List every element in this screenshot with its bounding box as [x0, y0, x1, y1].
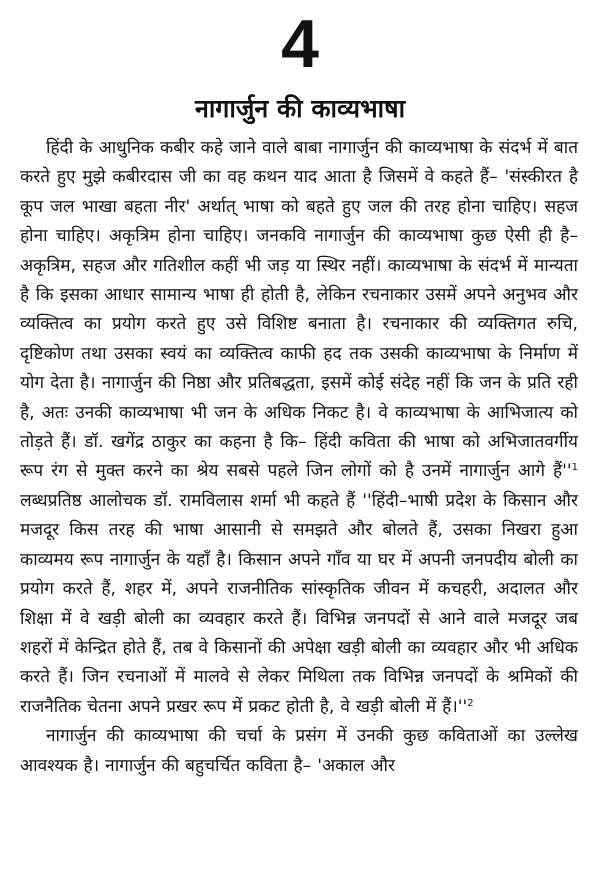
footnote-marker: 2: [467, 697, 474, 709]
paragraph-text: लब्धप्रतिष्ठ आलोचक डॉ. रामविलास शर्मा भी कहते हैं ''हिंदी–भाषी प्रदेश के किसान और मजदूर किस तरह की भाषा आसानी से समझते और बोलते हैं, उसका निखरा हुआ काव्यमय रूप नागार्जुन के यहाँ है। किसान अपने गाँव या घर में अपनी जनपदीय बोली का प्रयोग करते हैं, शहर में, अपने राजनीतिक सांस्कृतिक जीवन में कचहरी, अदालत और शिक्षा में वे खड़ी बोली का व्यवहार करते हैं। विभिन्न जनपदों से आने वाले मजदूर जब शहरों में केन्द्रित होते हैं, तब वे किसानों की अपेक्षा खड़ी बोली का व्यवहार और भी अधिक करते हैं। जिन रचनाओं में मालवे से लेकर मिथिला तक विभिन्न जनपदों के श्रमिकों की राजनैतिक चेतना अपने प्रखर रूप में प्रकट होती है, वे खड़ी बोली में हैं।'': [20, 490, 578, 717]
chapter-number: 4: [281, 6, 319, 82]
body-text: [20, 134, 578, 781]
paragraph-text: हिंदी के आधुनिक कबीर कहे जाने वाले बाबा नागार्जुन की काव्यभाषा के संदर्भ में बात करते हुए मुझे कबीरदास जी का वह कथन याद आता है जिसमें वे कहते हैं– 'संस्कीरत है कूप जल भाखा बहता नीर' अर्थात् भाषा को बहते हुए जल की तरह होना चाहिए। सहज होना चाहिए। अकृत्रिम होना चाहिए। जनकवि नागार्जुन की काव्यभाषा कुछ ऐसी ही है– अकृत्रिम, सहज और गतिशील कहीं भी जड़ या स्थिर नहीं। काव्यभाषा के संदर्भ में मान्यता है कि इसका आधार सामान्य भाषा ही होती है, लेकिन रचनाकार उसमें अपने अनुभव और व्यक्तित्व का प्रयोग करते हुए उसे विशिष्ट बनाता है। रचनाकार की व्यक्तिगत रुचि, दृष्टिकोण तथा उसका स्वयं का व्यक्तित्व काफी हद तक उसकी काव्यभाषा के निर्माण में योग देता है। नागार्जुन की निष्ठा और प्रतिबद्धता, इसमें कोई संदेह नहीं कि जन के प्रति रही है, अतः उनकी काव्यभाषा भी जन के अधिक निकट है। वे काव्यभाषा के आभिजात्य को तोड़ते हैं। डॉ. खगेंद्र ठाकुर का कहना है कि– हिंदी कविता की भाषा को अभिजातवर्गीय रूप रंग से मुक्त करने का श्रेय सबसे पहले जिन लोगों को है उनमें नागार्जुन आगे हैं'': [20, 138, 578, 482]
paragraph: नागार्जुन की काव्यभाषा की चर्चा के प्रसंग में उनकी कुछ कविताओं का उल्लेख आवश्यक है। नागार्जुन की बहुचर्चित कविता है– 'अकाल और: [20, 726, 578, 776]
chapter-title: नागार्जुन की काव्यभाषा: [194, 94, 406, 123]
footnote-marker: 1: [571, 462, 578, 474]
paragraph: [20, 134, 578, 722]
